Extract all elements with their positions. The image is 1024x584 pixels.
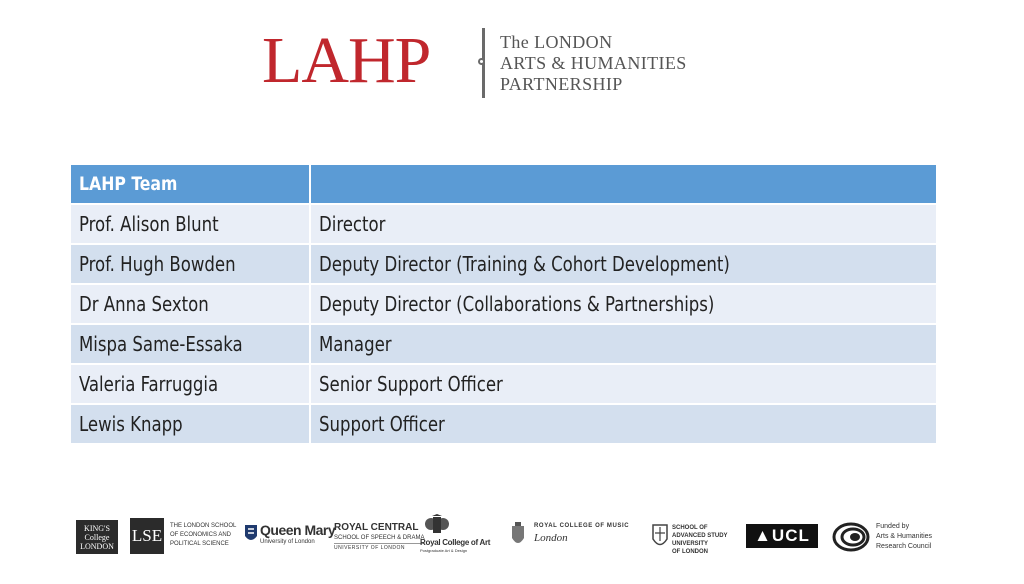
team-member-name: Lewis Knapp <box>70 404 310 444</box>
lahp-logo <box>262 26 722 102</box>
logo-subtitle-line-2: ARTS & HUMANITIES <box>500 53 687 73</box>
team-member-role: Senior Support Officer <box>310 364 937 404</box>
logo-divider-dot <box>478 58 485 65</box>
table-row <box>70 284 937 324</box>
ahrc-mark-icon <box>832 522 870 552</box>
team-table-header-blank <box>310 164 937 204</box>
ucl-logo: ▲UCL <box>746 524 818 548</box>
royal-college-of-music-logo: ROYAL COLLEGE OF MUSIC London <box>534 523 630 544</box>
table-row <box>70 364 937 404</box>
rca-crest-icon <box>422 514 452 536</box>
team-table-header-title: LAHP Team <box>70 164 310 204</box>
partner-logos <box>76 514 956 560</box>
kings-college-logo: KING'S College LONDON <box>76 520 118 554</box>
table-row <box>70 404 937 444</box>
team-member-role: Deputy Director (Training & Cohort Development) <box>310 244 937 284</box>
table-row <box>70 324 937 364</box>
team-table-header-row <box>70 164 937 204</box>
lse-name: THE LONDON SCHOOL OF ECONOMICS AND POLITICAL SCIENCE <box>170 523 237 547</box>
team-member-role: Director <box>310 204 937 244</box>
ahrc-logo: Funded by Arts & Humanities Research Council <box>876 523 933 550</box>
logo-subtitle-line-1: The LONDON <box>500 32 613 52</box>
team-member-role: Deputy Director (Collaborations & Partnerships) <box>310 284 937 324</box>
lahp-wordmark: LAHP <box>262 24 431 97</box>
logo-subtitle <box>500 32 687 95</box>
queen-mary-crest-icon <box>244 524 258 544</box>
lse-logo: LSE <box>130 518 164 554</box>
table-row <box>70 244 937 284</box>
rcm-crest-icon <box>510 522 526 548</box>
school-of-advanced-study-logo: SCHOOL OF ADVANCED STUDY UNIVERSITY OF LONDON <box>672 525 728 555</box>
royal-college-of-art-logo: Royal College of Art Postgraduate Art & Design <box>420 538 491 553</box>
team-member-role: Manager <box>310 324 937 364</box>
team-member-role: Support Officer <box>310 404 937 444</box>
royal-central-logo: ROYAL CENTRAL SCHOOL OF SPEECH & DRAMA UNIVERSITY OF LONDON <box>334 522 425 551</box>
table-row <box>70 204 937 244</box>
logo-subtitle-line-3: PARTNERSHIP <box>500 74 623 94</box>
team-member-name: Valeria Farruggia <box>70 364 310 404</box>
team-member-name: Prof. Hugh Bowden <box>70 244 310 284</box>
team-table <box>69 163 938 445</box>
team-member-name: Dr Anna Sexton <box>70 284 310 324</box>
sas-crest-icon <box>652 524 668 550</box>
team-member-name: Prof. Alison Blunt <box>70 204 310 244</box>
queen-mary-logo: Queen Mary University of London <box>260 522 336 545</box>
team-member-name: Mispa Same-Essaka <box>70 324 310 364</box>
